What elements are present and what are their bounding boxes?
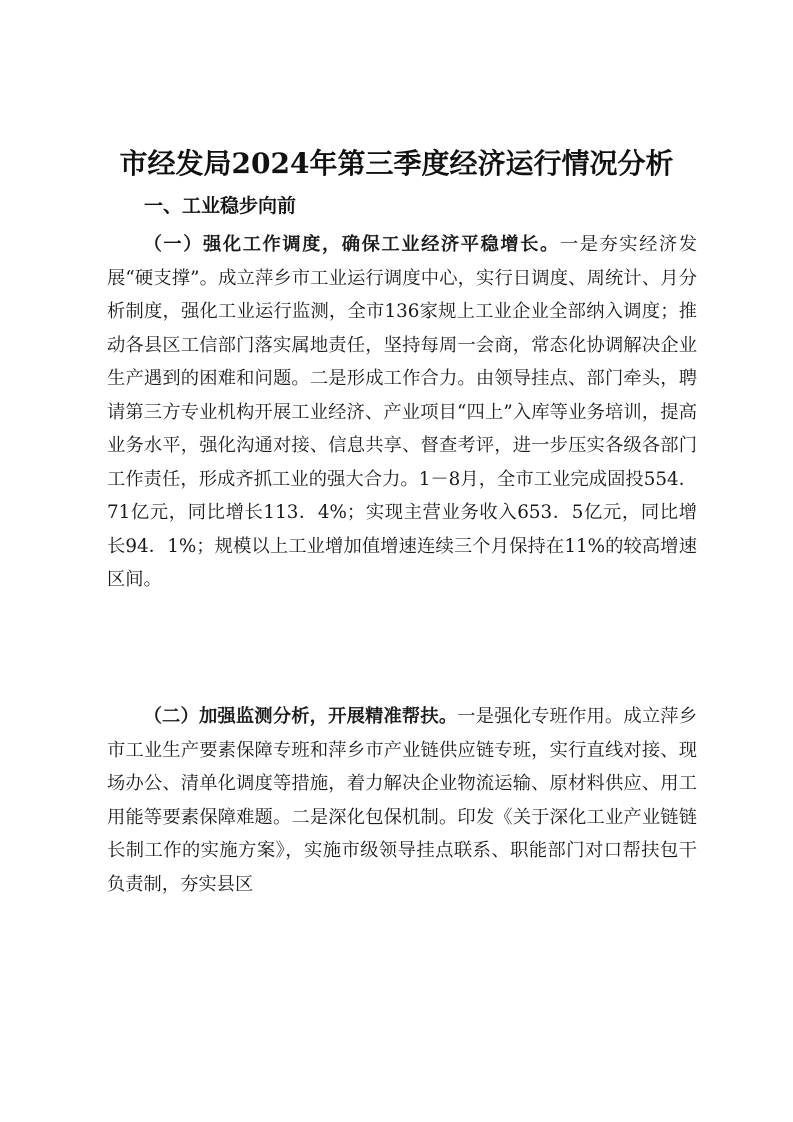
paragraph-2-text: 一是强化专班作用。成立萍乡市工业生产要素保障专班和萍乡市产业链供应链专班，实行直线对接、现场办公、清单化调度等措施，着力解决企业物流运输、原材料供应、用工用能等要素保障难题。二是深化包保机制。印发《关于深化工业产业链链长制工作的实施方案》，实施市级领导挂点联系、职能部门对口帮扶包干负责制，夯实县区 [107, 706, 698, 895]
paragraph-1-lead: （一）强化工作调度，确保工业经济平稳增长。 [143, 234, 560, 255]
section-heading: 一、工业稳步向前 [144, 195, 297, 217]
document-title: 市经发局2024年第三季度经济运行情况分析 [119, 147, 674, 180]
paragraph-1 [107, 228, 697, 597]
paragraph-2-lead: （二）加强监测分析，开展精准帮扶。 [143, 706, 458, 727]
paragraph-1-text: 一是夯实经济发展“硬支撑”。成立萍乡市工业运行调度中心，实行日调度、周统计、月分析制度，强化工业运行监测，全市136家规上工业企业全部纳入调度；推动各县区工信部门落实属地责任，坚持每周一会商，常态化协调解决企业生产遇到的困难和问题。二是形成工作合力。由领导挂点、部门牵头，聘请第三方专业机构开展工业经济、产业项目“四上”入库等业务培训，提高业务水平，强化沟通对接、信息共享、督查考评，进一步压实各级各部门工作责任，形成齐抓工业的强大合力。1－8月，全市工业完成固投554．71亿元，同比增长113．4%；实现主营业务收入653．5亿元，同比增长94．1%；规模以上工业增加值增速连续三个月保持在11%的较高增速区间。 [107, 234, 698, 590]
paragraph-2 [107, 700, 697, 901]
